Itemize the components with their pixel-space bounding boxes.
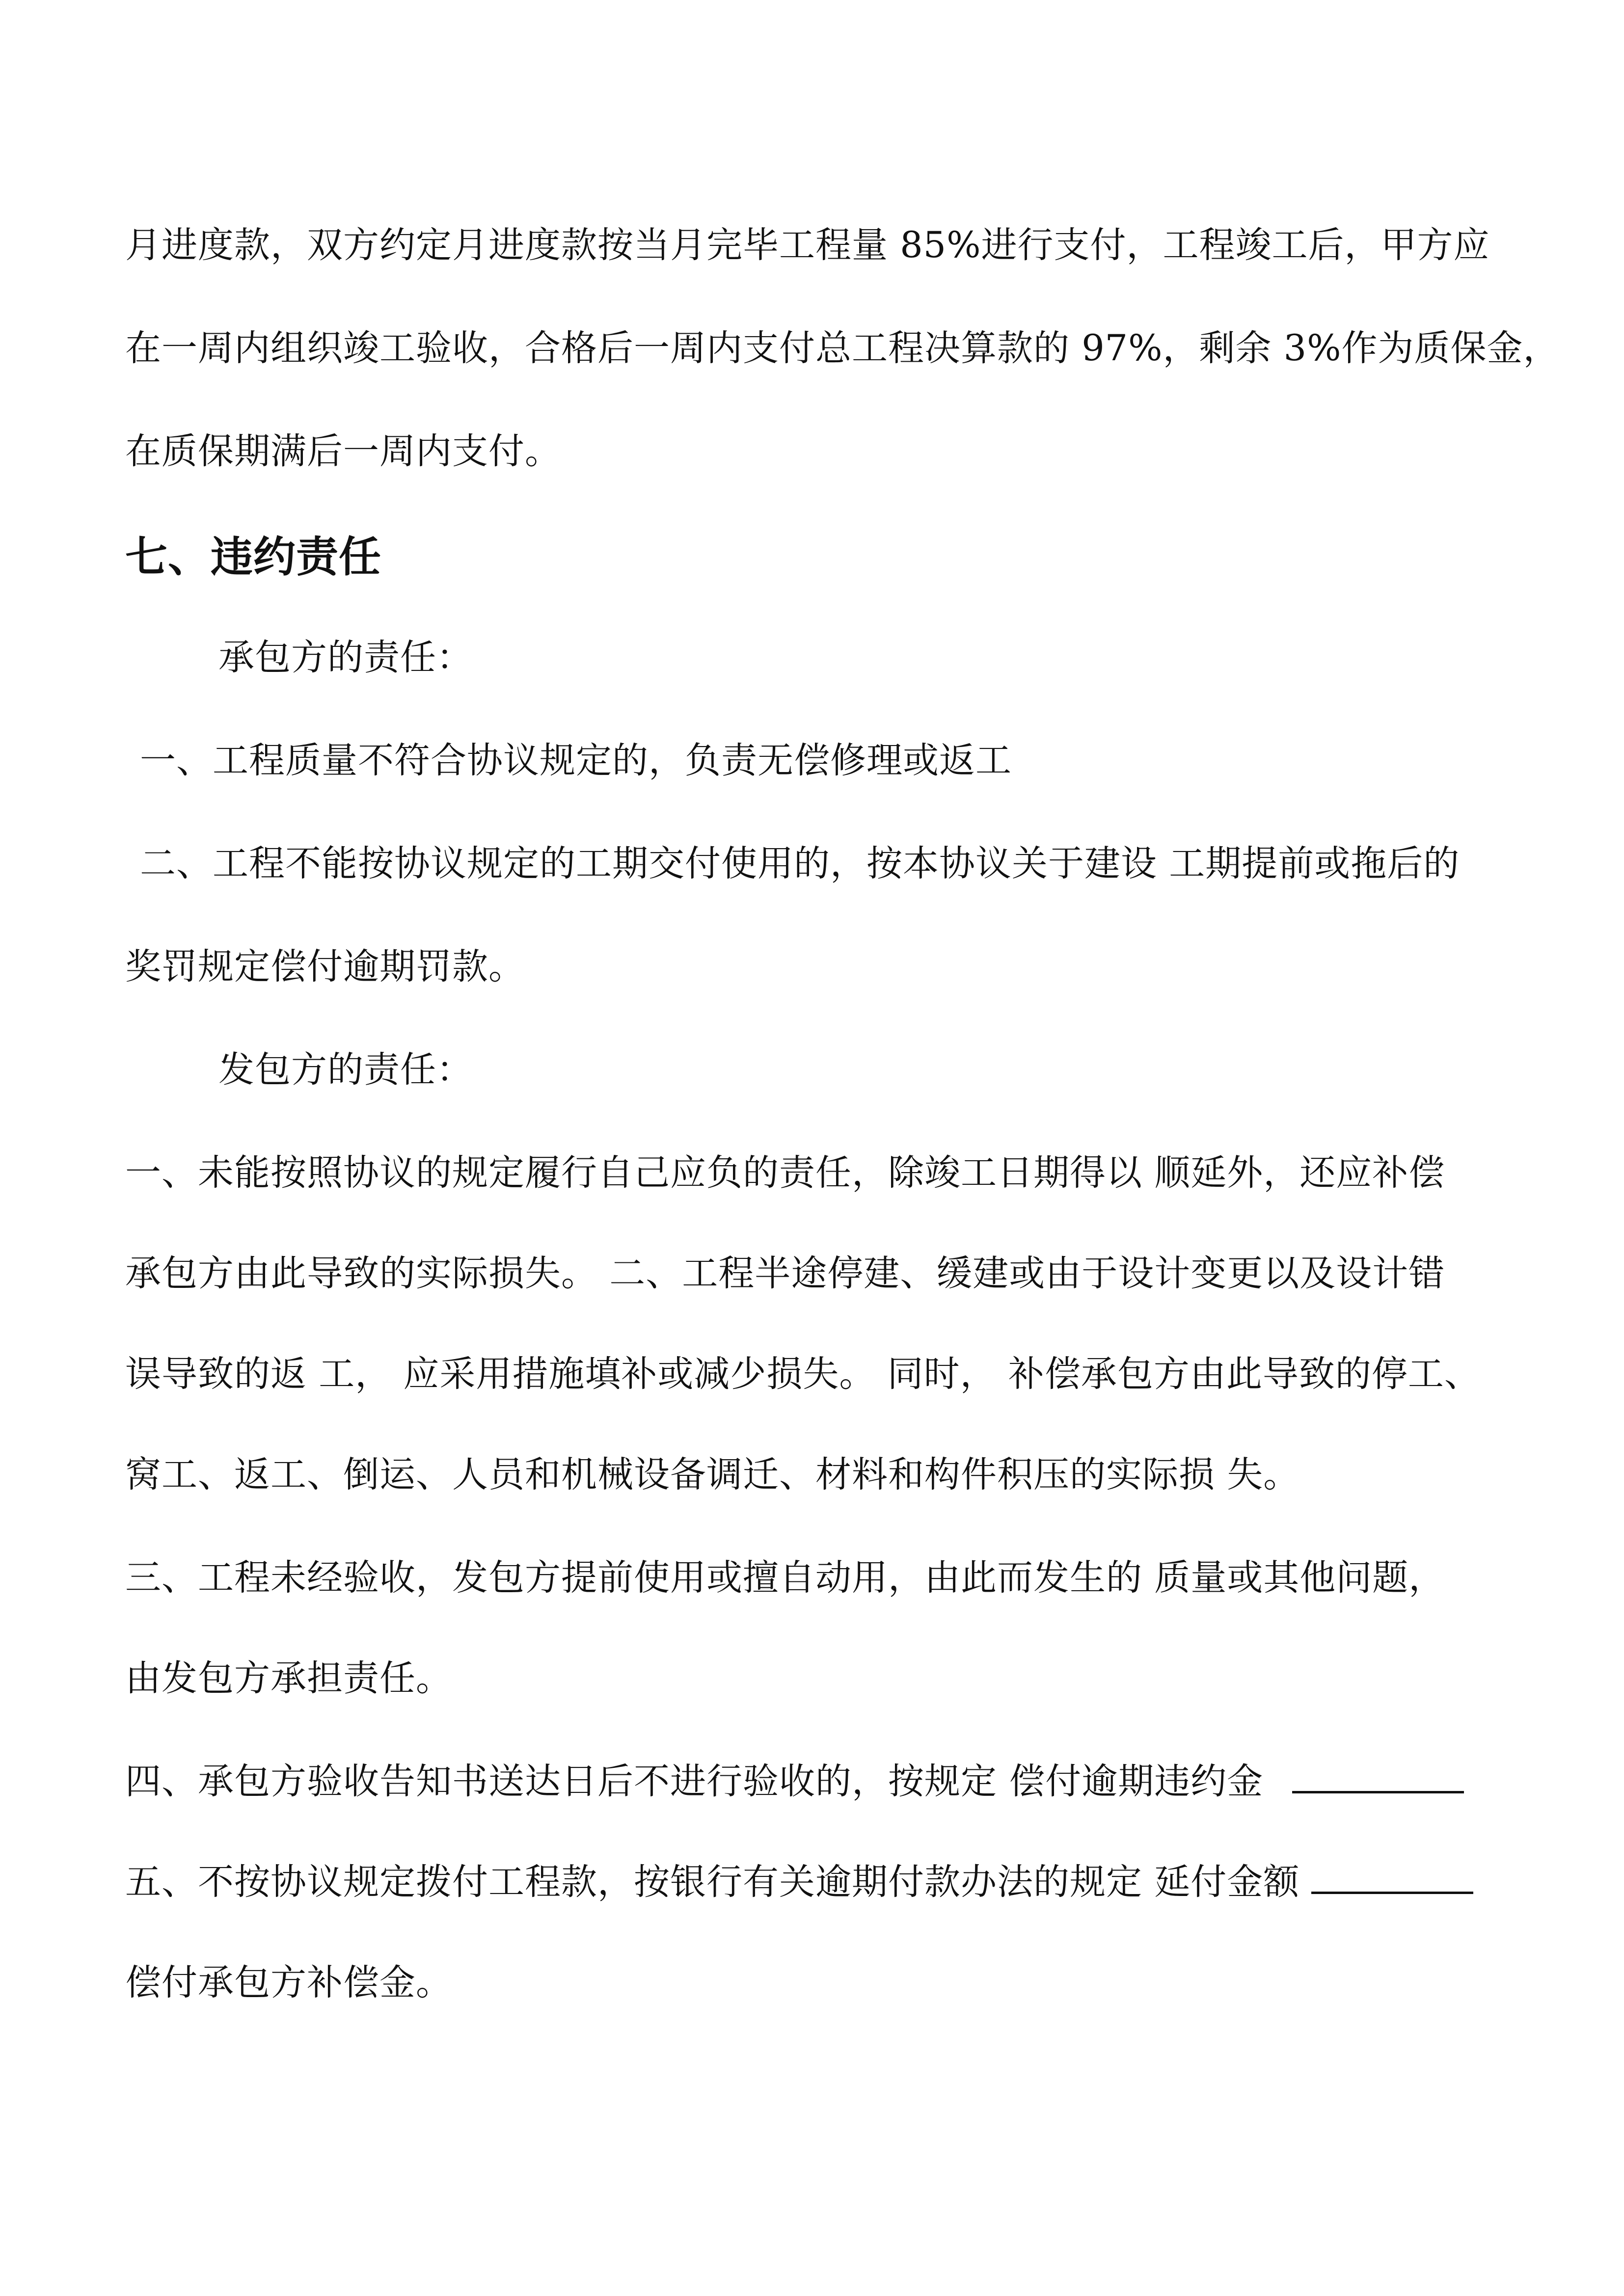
paragraph-line: 月进度款，双方约定月进度款按当月完毕工程量 85%进行支付，工程竣工后，甲方应 xyxy=(125,224,1490,266)
employer-item: 一、未能按照协议的规定履行自己应负的责任，除竣工日期得以 顺延外，还应补偿 xyxy=(125,1152,1445,1194)
employer-responsibility-heading: 发包方的责任： xyxy=(218,1049,473,1091)
employer-item: 承包方由此导致的实际损失。 二、工程半途停建、缓建或由于设计变更以及设计错 xyxy=(125,1253,1445,1294)
employer-item-with-blank xyxy=(125,1757,1464,1806)
section-title: 七、违约责任 xyxy=(125,533,381,582)
paragraph-line: 在质保期满后一周内支付。 xyxy=(125,430,561,472)
deferred-amount-blank xyxy=(1311,1859,1473,1894)
employer-item: 窝工、返工、倒运、人员和机械设备调迁、材料和构件积压的实际损 失。 xyxy=(125,1454,1300,1495)
employer-item: 三、工程未经验收，发包方提前使用或擅自动用，由此而发生的 质量或其他问题， xyxy=(125,1557,1445,1599)
employer-item: 由发包方承担责任。 xyxy=(125,1657,452,1699)
contractor-item: 奖罚规定偿付逾期罚款。 xyxy=(125,946,525,988)
employer-item-with-blank xyxy=(125,1858,1473,1907)
employer-item: 误导致的返 工， 应采用措施填补或减少损失。 同时， 补偿承包方由此导致的停工、 xyxy=(125,1353,1481,1395)
contractor-item: 一、工程质量不符合协议规定的，负责无偿修理或返工 xyxy=(140,740,1012,781)
employer-item-text: 四、承包方验收告知书送达日后不进行验收的，按规定 偿付逾期违约金 xyxy=(125,1761,1264,1802)
penalty-amount-blank xyxy=(1292,1759,1464,1793)
paragraph-line: 在一周内组织竣工验收，合格后一周内支付总工程决算款的 97%，剩余 3%作为质保金， xyxy=(125,327,1560,369)
contractor-item: 二、工程不能按协议规定的工期交付使用的，按本协议关于建设 工期提前或拖后的 xyxy=(140,843,1460,884)
employer-item: 偿付承包方补偿金。 xyxy=(125,1962,452,2003)
contractor-responsibility-heading: 承包方的责任： xyxy=(218,637,473,678)
employer-item-text: 五、不按协议规定拨付工程款，按银行有关逾期付款办法的规定 延付金额 xyxy=(125,1861,1300,1903)
